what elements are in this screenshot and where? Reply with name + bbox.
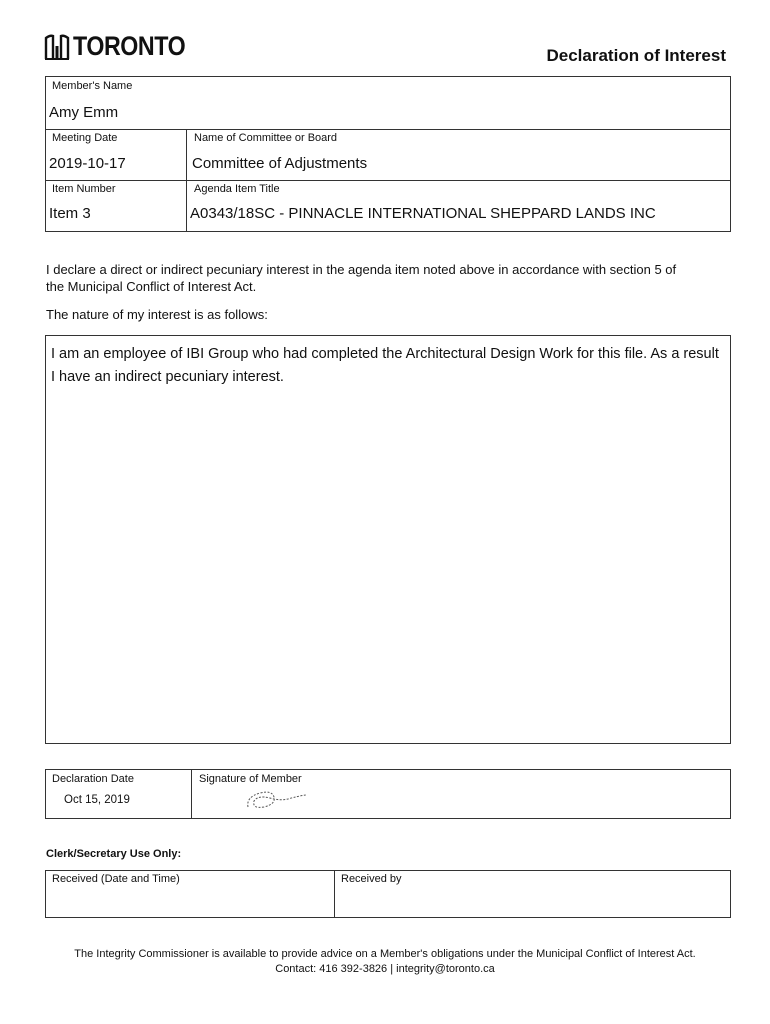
divider — [45, 129, 731, 130]
nature-textarea[interactable] — [45, 335, 731, 744]
committee-field[interactable]: Committee of Adjustments — [192, 155, 368, 172]
signature-label: Signature of Member — [199, 773, 302, 785]
signature-box — [45, 769, 731, 819]
member-name-field[interactable]: Amy Emm — [49, 104, 119, 121]
declaration-date-field[interactable]: Oct 15, 2019 — [64, 794, 130, 806]
agenda-title-field[interactable]: A0343/18SC - PINNACLE INTERNATIONAL SHEPPARD LANDS INC — [190, 205, 656, 222]
form-title: Declaration of Interest — [546, 46, 726, 65]
declaration-text — [46, 261, 676, 295]
signature-mark[interactable] — [244, 785, 310, 813]
divider — [186, 129, 187, 232]
divider — [334, 870, 335, 918]
nature-label: The nature of my interest is as follows: — [46, 307, 268, 322]
city-hall-icon — [44, 26, 70, 60]
received-datetime-label: Received (Date and Time) — [52, 873, 180, 885]
item-number-label: Item Number — [52, 183, 116, 195]
declaration-date-label: Declaration Date — [52, 773, 134, 785]
clerk-heading: Clerk/Secretary Use Only: — [46, 848, 182, 860]
logo-wordmark: TORONTO — [73, 31, 186, 61]
toronto-logo — [44, 24, 204, 60]
declaration-line-2: the Municipal Conflict of Interest Act. — [46, 279, 257, 294]
footer-advice: The Integrity Commissioner is available to provide advice on a Member's obligations under the Municipal Conflict of Interest Act. — [74, 948, 696, 960]
divider — [191, 769, 192, 819]
member-name-label: Member's Name — [52, 80, 133, 92]
footer-contact: Contact: 416 392-3826 | integrity@toronto.ca — [275, 963, 495, 975]
declaration-line-1: I declare a direct or indirect pecuniary interest in the agenda item noted above in accordance with section 5 of — [46, 262, 677, 277]
received-by-label: Received by — [341, 873, 402, 885]
agenda-title-label: Agenda Item Title — [194, 183, 280, 195]
meeting-date-label: Meeting Date — [52, 132, 118, 144]
meeting-date-field[interactable]: 2019-10-17 — [49, 155, 126, 172]
divider — [45, 180, 731, 181]
committee-label: Name of Committee or Board — [194, 132, 338, 144]
nature-text: I am an employee of IBI Group who had completed the Architectural Design Work for this file. As a result I have an indirect pecuniary interest. — [51, 346, 719, 385]
item-number-field[interactable]: Item 3 — [49, 205, 91, 222]
